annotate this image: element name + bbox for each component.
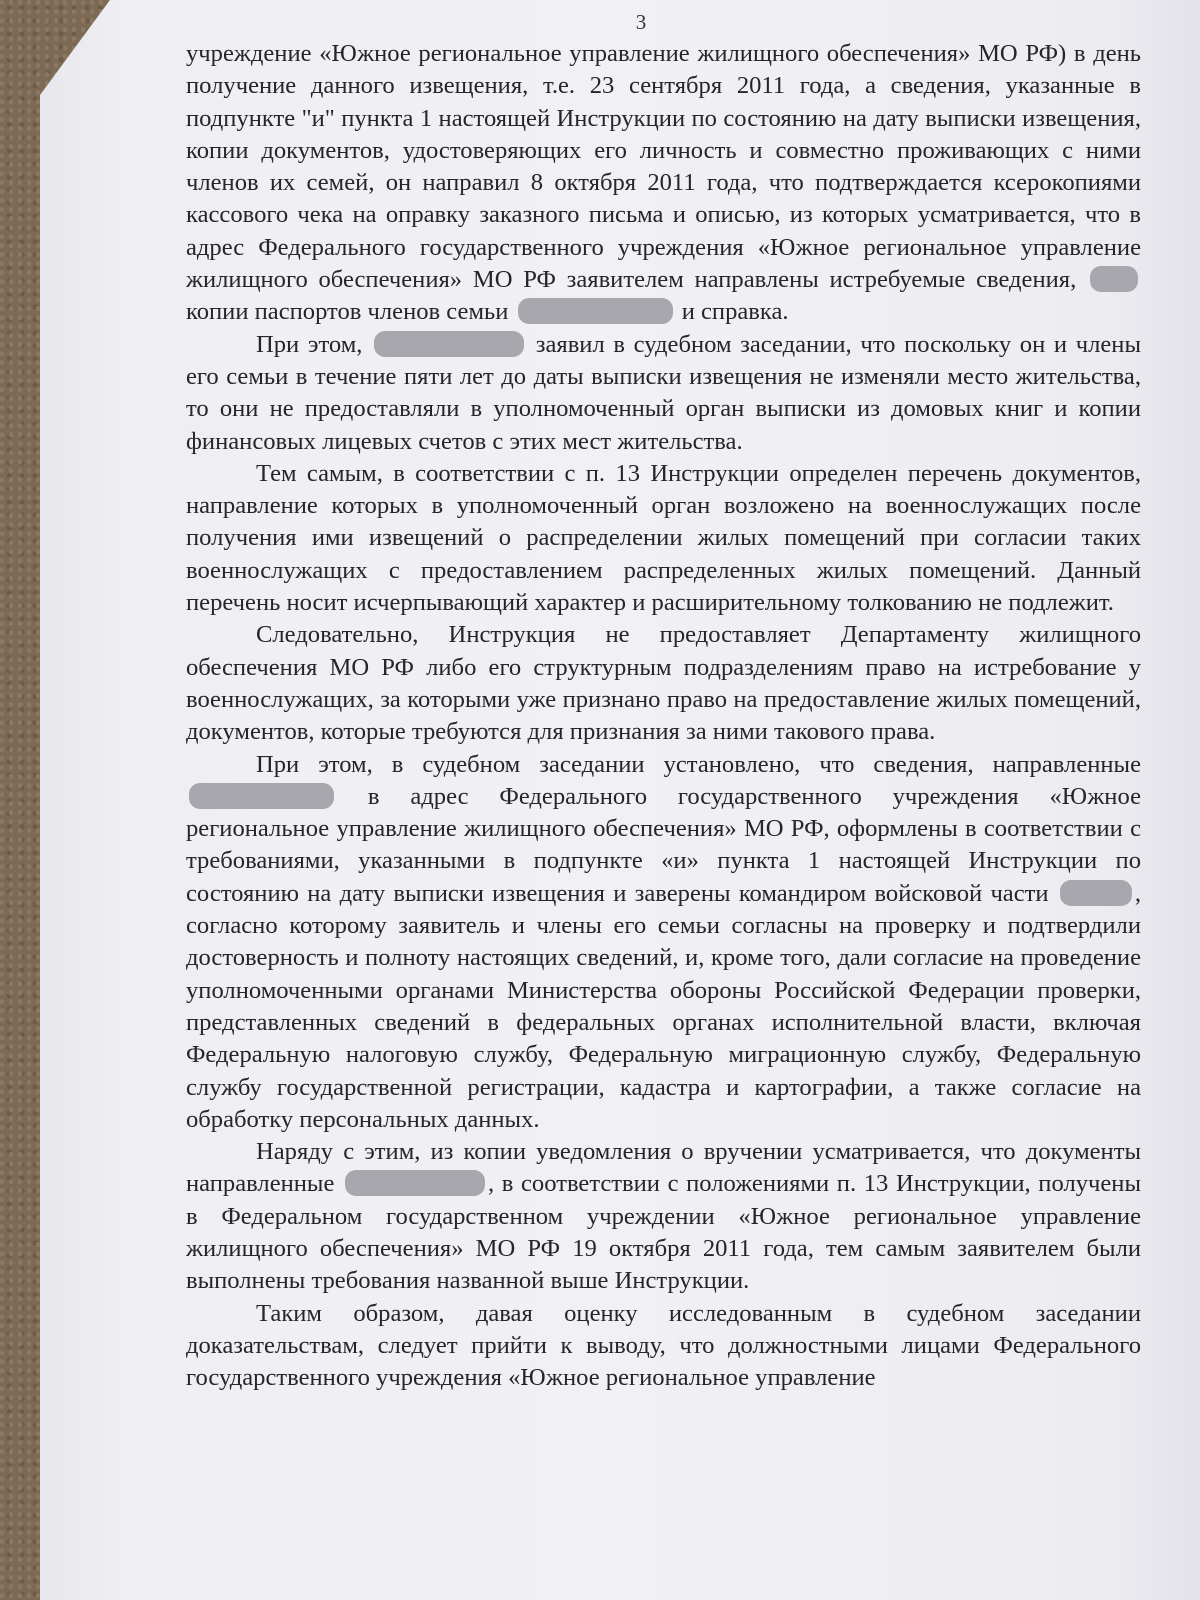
text-segment: При этом,: [256, 330, 363, 358]
paragraph: [186, 329, 1141, 458]
page-number: 3: [635, 10, 647, 34]
redaction-mark: [374, 331, 524, 357]
paragraph: [186, 749, 1141, 1137]
text-segment: , согласно которому заявитель и члены его семьи согласны на проверку и подтвердили достоверность и полноту настоящих сведений, и, кроме того, дали согласие на проведение уполномоченными органами Министерства обороны Российской Федерации проверки, представленных сведений в федеральных органах исполнительной власти, включая Федеральную налоговую службу, Федеральную миграционную службу, Федеральную службу государственной регистрации, кадастра и картографии, а также согласие на обработку персональных данных.: [186, 879, 1141, 1133]
redaction-mark: [345, 1170, 485, 1196]
redaction-mark: [189, 783, 334, 809]
document-body: [186, 38, 1141, 1394]
text-segment: учреждение «Южное региональное управление жилищного обеспечения» МО РФ) в день получение данного извещения, т.е. 23 сентября 2011 года, а сведения, указанные в подпункте "и" пункта 1 настоящей Инструкции по состоянию на дату выписки извещения, копии документов, удостоверяющих его личность и совместно проживающих с ними членов их семей, он направил 8 октября 2011 года, что подтверждается ксерокопиями кассового чека на оправку заказного письма и описью, из которых усматривается, что в адрес Федерального государственного учреждения «Южное региональное управление жилищного обеспечения» МО РФ заявителем направлены истребуемые сведения,: [186, 40, 1141, 294]
paragraph: [186, 458, 1141, 619]
text-segment: копии паспортов членов семьи: [186, 298, 509, 326]
text-segment: , в соответствии с положениями п. 13 Инструкции, получены в Федеральном государственном учреждении «Южное региональное управление жилищного обеспечения» МО РФ 19 октября 2011 года, тем самым заявителем были выполнены требования названной выше Инструкции.: [186, 1170, 1141, 1295]
text-segment: заявил в судебном заседании, что поскольку он и члены его семьи в течение пяти лет до даты выписки извещения не изменяли место жительства, то они не предоставляли в уполномоченный орган выписки из домовых книг и копии финансовых лицевых счетов с этих мест жительства.: [186, 330, 1141, 455]
redaction-mark: [1060, 880, 1132, 906]
text-segment: При этом, в судебном заседании установлено, что сведения, направленные: [256, 750, 1141, 778]
redaction-mark: [1090, 266, 1138, 292]
text-segment: в адрес Федерального государственного учреждения «Южное региональное управление жилищного обеспечения» МО РФ, оформлены в соответствии с требованиями, указанными в подпункте «и» пункта 1 настоящей Инструкции по состоянию на дату выписки извещения и заверены командиром войсковой части: [186, 782, 1141, 907]
text-segment: Наряду с этим, из копии уведомления о вручении усматривается, что документы направленные: [186, 1138, 1141, 1198]
paragraph: [186, 1298, 1141, 1395]
text-segment: Таким образом, давая оценку исследованным в судебном заседании доказательствам, следует прийти к выводу, что должностными лицами Федерального государственного учреждения «Южное региональное управление: [186, 1299, 1141, 1392]
redaction-mark: [518, 298, 673, 324]
paragraph: [186, 38, 1141, 329]
text-segment: Тем самым, в соответствии с п. 13 Инструкции определен перечень документов, направление которых в уполномоченный орган возложено на военнослужащих после получения ими извещений о распределении жилых помещений при согласии таких военнослужащих с предоставлением распределенных жилых помещений. Данный перечень носит исчерпывающий характер и расширительному толкованию не подлежит.: [186, 459, 1141, 617]
text-segment: и справка.: [681, 298, 789, 326]
paragraph: [186, 619, 1141, 748]
text-segment: Следовательно, Инструкция не предоставляет Департаменту жилищного обеспечения МО РФ либо его структурным подразделениям право на истребование у военнослужащих, за которыми уже признано право на предоставление жилых помещений, документов, которые требуются для признания за ними такового права.: [186, 621, 1141, 746]
paragraph: [186, 1136, 1141, 1297]
